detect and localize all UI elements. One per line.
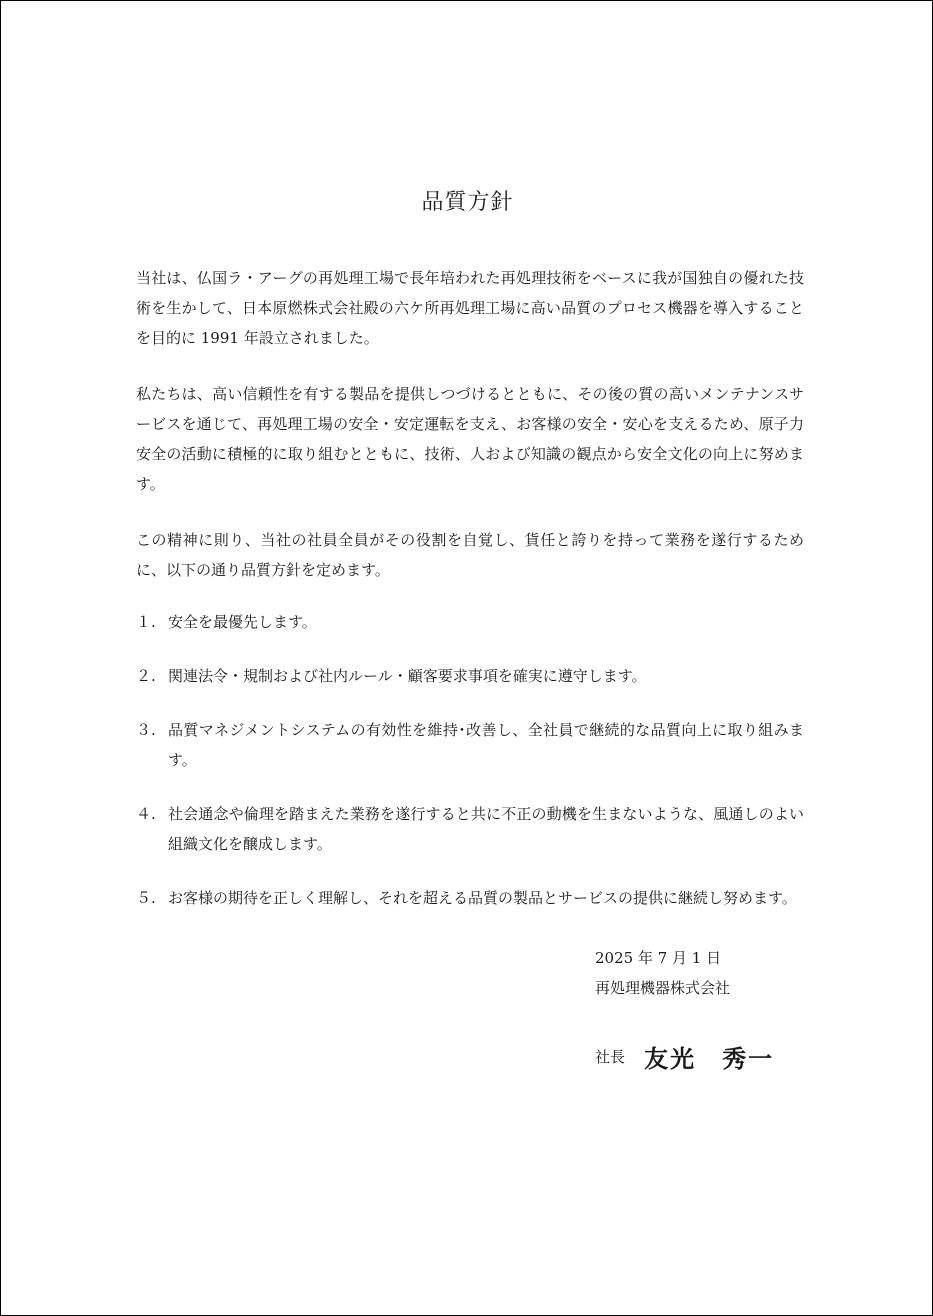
page-title: 品質方針 (421, 190, 514, 215)
policy-preamble-paragraph: この精神に則り、当社の社員全員がその役割を自覚し、貨任と誇りを持って業務を遂行するために、以下の通り品質方針を定めます。 (136, 531, 804, 579)
policy-item-number: ３. (136, 721, 156, 739)
policy-item-number: ２. (136, 667, 156, 685)
policy-item-text: お客様の期待を正しく理解し、それを超える品質の製品とサービスの提供に継続し努めます。 (168, 889, 797, 907)
policy-item (136, 799, 804, 859)
document-body (136, 263, 804, 913)
policy-item-number: ４. (136, 805, 156, 823)
intro-paragraph: 当社は、仏国ラ・アーグの再処理工場で長年培われた再処理技術をベースに我が国独自の優れた技術を生かして、日本原燃株式会社殿の六ケ所再処理工場に高い品質のプロセス機器を導入することを目的に 1991 年設立されました。 (136, 269, 804, 347)
policy-item-text: 品質マネジメントシステムの有効性を維持･改善し、全社員で継続的な品質向上に取り組みます。 (168, 721, 804, 769)
issue-date: 2025 年 7 月 1 日 (595, 949, 722, 967)
policy-item (136, 883, 804, 913)
signature-block (595, 1039, 774, 1074)
policy-item (136, 715, 804, 775)
policy-item (136, 661, 804, 691)
policy-item-number: ５. (136, 889, 156, 907)
company-name: 再処理機器株式会社 (595, 979, 731, 997)
policy-item (136, 607, 804, 637)
signer-title: 社長 (595, 1048, 626, 1066)
signer-name: 友光 秀一 (644, 1044, 775, 1073)
policy-item-text: 社会通念や倫理を踏まえた業務を遂行すると共に不正の動機を生まないような、風通しのよい組織文化を醸成します。 (168, 805, 804, 853)
commitment-paragraph: 私たちは、高い信頼性を有する製品を提供しつづけるとともに、その後の質の高いメンテナンスサービスを通じて、再処理工場の安全・安定運転を支え、お客様の安全・安心を支えるため、原子力安全の活動に積極的に取り組むとともに、技術、人および知識の観点から安全文化の向上に努めます。 (136, 385, 804, 493)
policy-item-number: １. (136, 613, 156, 631)
policy-item-text: 関連法令・規制および社内ルール・顧客要求事項を確実に遵守します。 (168, 667, 647, 685)
policy-item-text: 安全を最優先します。 (168, 613, 317, 631)
footer-block (595, 943, 730, 1003)
